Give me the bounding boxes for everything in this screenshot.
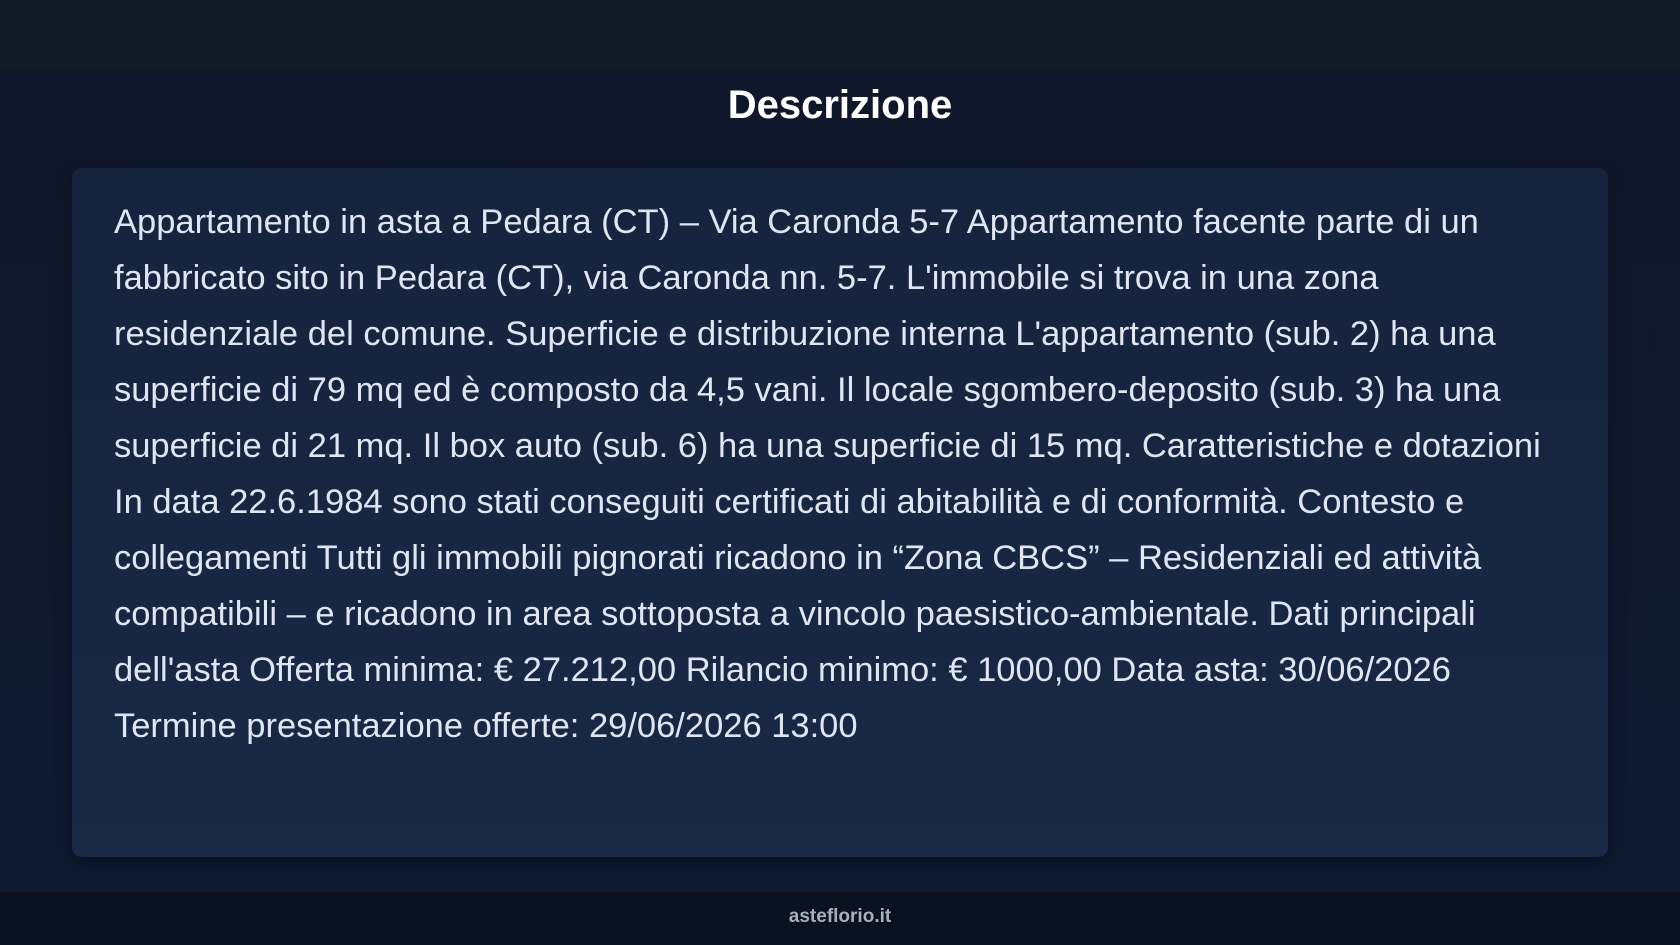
section-title: Descrizione bbox=[727, 83, 953, 127]
top-band bbox=[0, 0, 1680, 68]
footer bbox=[0, 892, 1680, 945]
description-text: Appartamento in asta a Pedara (CT) – Via Caronda 5-7 Appartamento facente parte di un fabbricato sito in Pedara (CT), via Caronda nn. 5-7. L'immobile si trova in una zona residenziale del comune. Superficie e distribuzione interna L'appartamento (sub. 2) ha una superficie di 79 mq ed è composto da 4,5 vani. Il locale sgombero-deposito (sub. 3) ha una superficie di 21 mq. Il box auto (sub. 6) ha una superficie di 15 mq. Caratteristiche e dotazioni In data 22.6.1984 sono stati conseguiti certificati di abitabilità e di conformità. Contesto e collegamenti Tutti gli immobili pignorati ricadono in “Zona CBCS” – Residenziali ed attività compatibili – e ricadono in area sottoposta a vincolo paesistico-ambientale. Dati principali dell'asta Offerta minima: € 27.212,00 Rilancio minimo: € 1000,00 Data asta: 30/06/2026 Termine presentazione offerte: 29/06/2026 13:00 bbox=[114, 203, 1541, 745]
footer-site-link[interactable]: asteflorio.it bbox=[788, 906, 892, 927]
description-card bbox=[72, 168, 1608, 857]
